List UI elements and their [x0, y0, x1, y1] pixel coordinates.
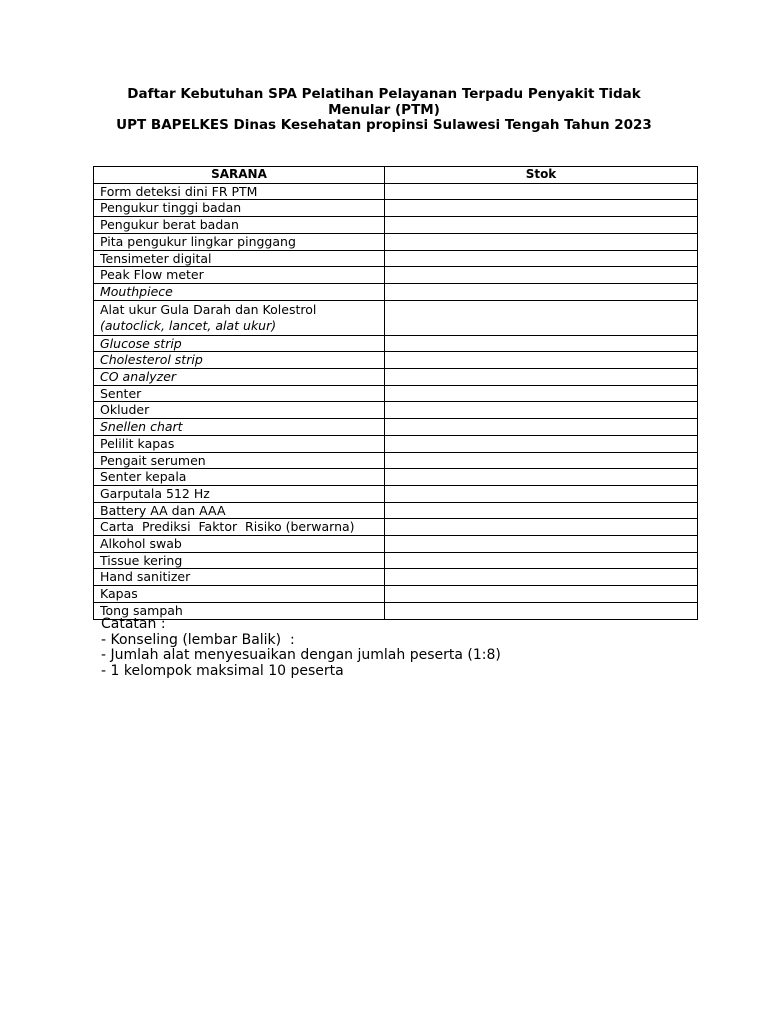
- stok-cell: [385, 536, 698, 553]
- stok-cell: [385, 502, 698, 519]
- sarana-cell: Kapas: [94, 586, 385, 603]
- sarana-cell: Pengait serumen: [94, 452, 385, 469]
- table-row: [94, 402, 698, 419]
- note-item: - 1 kelompok maksimal 10 peserta: [101, 662, 344, 679]
- table-row: [94, 385, 698, 402]
- stok-cell: [385, 402, 698, 419]
- sarana-cell-subline: (autoclick, lancet, alat ukur): [100, 317, 277, 333]
- stok-cell: [385, 586, 698, 603]
- stok-cell: [385, 352, 698, 369]
- table-row: [94, 586, 698, 603]
- stok-cell: [385, 452, 698, 469]
- stok-cell: [385, 267, 698, 284]
- sarana-cell: Glucose strip: [94, 335, 385, 352]
- table-row: [94, 352, 698, 369]
- table-row: [94, 536, 698, 553]
- sarana-cell: Tong sampah: [94, 602, 385, 619]
- sarana-cell: Tensimeter digital: [94, 250, 385, 267]
- header-stok: Stok: [385, 167, 698, 184]
- stok-cell: [385, 385, 698, 402]
- sarana-cell: Battery AA dan AAA: [94, 502, 385, 519]
- sarana-cell: Snellen chart: [94, 419, 385, 436]
- sarana-cell: [94, 300, 385, 335]
- sarana-cell: Pengukur tinggi badan: [94, 200, 385, 217]
- title-line-2: Menular (PTM): [328, 101, 440, 118]
- stok-cell: [385, 519, 698, 536]
- table-header-row: [94, 167, 698, 184]
- table-row: [94, 369, 698, 386]
- notes-heading: Catatan :: [101, 616, 166, 632]
- table-row: [94, 452, 698, 469]
- table-row: [94, 335, 698, 352]
- sarana-cell: Pelilit kapas: [94, 435, 385, 452]
- table-row: [94, 200, 698, 217]
- table-row: [94, 233, 698, 250]
- stok-cell: [385, 283, 698, 300]
- table-row: [94, 300, 698, 335]
- stok-cell: [385, 200, 698, 217]
- stok-cell: [385, 217, 698, 234]
- note-item: - Konseling (lembar Balik) :: [101, 631, 295, 648]
- sarana-cell: Garputala 512 Hz: [94, 485, 385, 502]
- stok-cell: [385, 552, 698, 569]
- table-row: [94, 183, 698, 200]
- table-row: [94, 283, 698, 300]
- sarana-cell: Alkohol swab: [94, 536, 385, 553]
- sarana-cell: Tissue kering: [94, 552, 385, 569]
- table-row: [94, 435, 698, 452]
- stok-cell: [385, 300, 698, 335]
- sarana-cell: Form deteksi dini FR PTM: [94, 183, 385, 200]
- stok-cell: [385, 569, 698, 586]
- table-row: [94, 485, 698, 502]
- sarana-cell: Mouthpiece: [94, 283, 385, 300]
- notes-section: [101, 617, 501, 679]
- table-row: [94, 250, 698, 267]
- title-line-3: UPT BAPELKES Dinas Kesehatan propinsi Sulawesi Tengah Tahun 2023: [116, 117, 652, 133]
- title-line-1: Daftar Kebutuhan SPA Pelatihan Pelayanan Terpadu Penyakit Tidak: [127, 86, 641, 102]
- sarana-cell: Okluder: [94, 402, 385, 419]
- sarana-cell: CO analyzer: [94, 369, 385, 386]
- sarana-table: [93, 166, 698, 620]
- stok-cell: [385, 485, 698, 502]
- sarana-cell-line: Alat ukur Gula Darah dan Kolestrol: [100, 301, 317, 317]
- table-row: [94, 419, 698, 436]
- note-item: - Jumlah alat menyesuaikan dengan jumlah peserta (1:8): [101, 647, 501, 663]
- stok-cell: [385, 183, 698, 200]
- sarana-cell: Hand sanitizer: [94, 569, 385, 586]
- sarana-cell: Carta Prediksi Faktor Risiko (berwarna): [94, 519, 385, 536]
- table-row: [94, 502, 698, 519]
- stok-cell: [385, 335, 698, 352]
- stok-cell: [385, 369, 698, 386]
- stok-cell: [385, 435, 698, 452]
- stok-cell: [385, 233, 698, 250]
- table-row: [94, 569, 698, 586]
- sarana-cell: Cholesterol strip: [94, 352, 385, 369]
- table-row: [94, 267, 698, 284]
- document-title: [60, 87, 708, 134]
- sarana-cell: Pita pengukur lingkar pinggang: [94, 233, 385, 250]
- table-row: [94, 217, 698, 234]
- sarana-cell: Pengukur berat badan: [94, 217, 385, 234]
- table-row: [94, 519, 698, 536]
- stok-cell: [385, 250, 698, 267]
- table-row: [94, 552, 698, 569]
- table-row: [94, 469, 698, 486]
- sarana-cell: Senter kepala: [94, 469, 385, 486]
- stok-cell: [385, 469, 698, 486]
- header-sarana: SARANA: [94, 167, 385, 184]
- sarana-cell: Peak Flow meter: [94, 267, 385, 284]
- sarana-cell: Senter: [94, 385, 385, 402]
- stok-cell: [385, 419, 698, 436]
